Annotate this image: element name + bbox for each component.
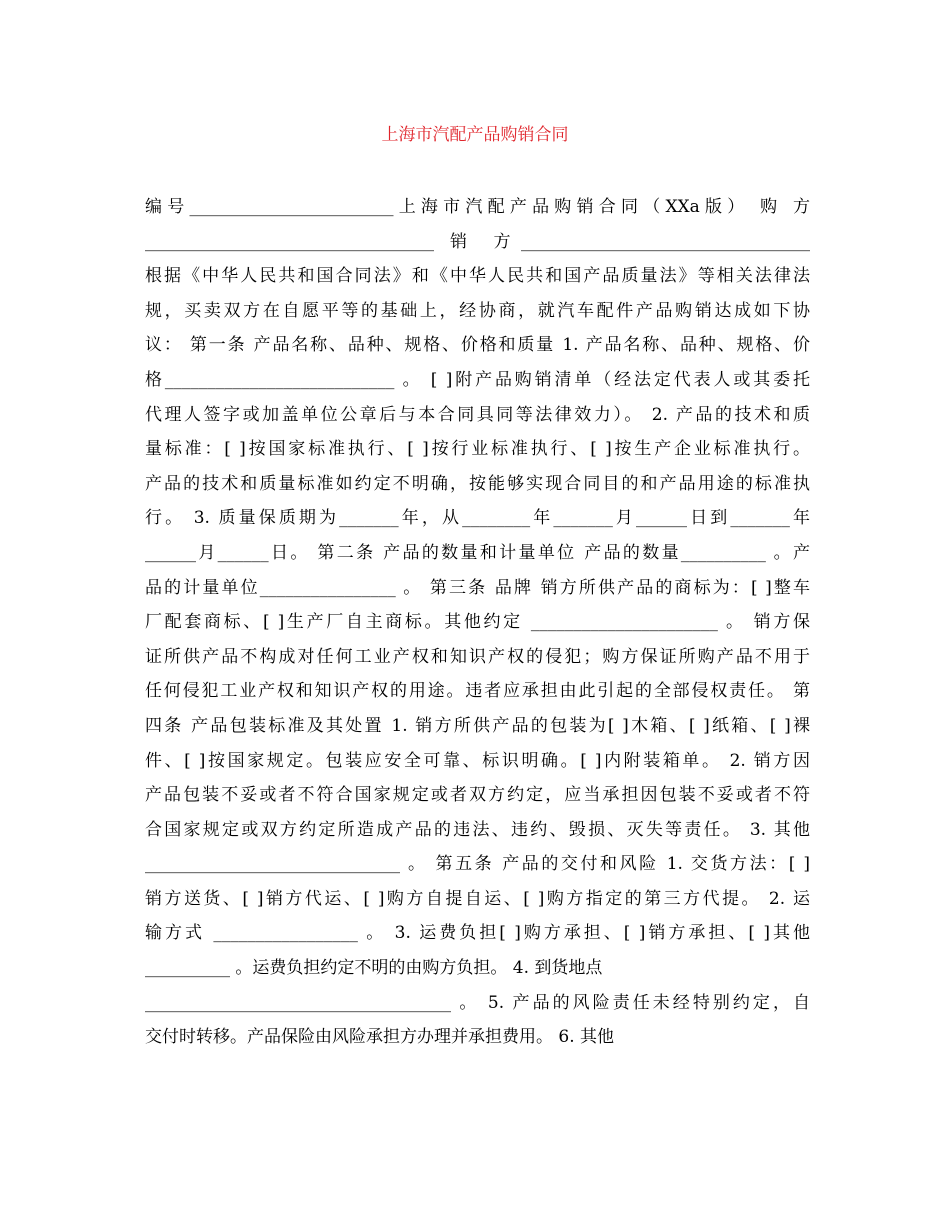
body-line: 合国家规定或双方约定所造成产品的违法、违约、毁损、灭失等责任。 3. 其他 xyxy=(145,819,810,840)
body-line: 输方式 _________________ 。 3. 运费负担[ ]购方承担、[ ]销方承担、[ ]其他 xyxy=(145,923,810,944)
document-title: 上海市汽配产品购销合同 xyxy=(381,125,569,145)
body-line: 品的计量单位________________ 。 第三条 品牌 销方所供产品的商标为：[ ]整车 xyxy=(145,577,810,598)
body-line: 任何侵犯工业产权和知识产权的用途。违者应承担由此引起的全部侵权责任。 第 xyxy=(145,681,810,702)
body-line: 交付时转移。产品保险由风险承担方办理并承担费用。 6. 其他 xyxy=(145,1027,615,1048)
body-line: 件、[ ]按国家规定。包装应安全可靠、标识明确。[ ]内附装箱单。 2. 销方因 xyxy=(145,750,810,771)
body-line: 规，买卖双方在自愿平等的基础上，经协商，就汽车配件产品购销达成如下协 xyxy=(145,300,810,321)
body-line: 产品的技术和质量标准如约定不明确，按能够实现合同目的和产品用途的标准执 xyxy=(145,473,810,494)
body-line: 销方送货、[ ]销方代运、[ ]购方自提自运、[ ]购方指定的第三方代提。 2. 运 xyxy=(145,888,810,909)
body-line: 编号________________________上海市汽配产品购销合同（XXa版） 购 方 xyxy=(145,197,810,217)
body-line: 根据《中华人民共和国合同法》和《中华人民共和国产品质量法》等相关法律法 xyxy=(145,266,810,287)
body-line: 议： 第一条 产品名称、品种、规格、价格和质量 1. 产品名称、品种、规格、价 xyxy=(145,335,810,356)
body-line: 量标准：[ ]按国家标准执行、[ ]按行业标准执行、[ ]按生产企业标准执行。 xyxy=(145,439,810,460)
body-line: ____________________________________ 。 5. 产品的风险责任未经特别约定，自 xyxy=(145,992,810,1013)
body-line: 代理人签字或加盖单位公章后与本合同具同等法律效力）。 2. 产品的技术和质 xyxy=(145,404,810,425)
body-line: 证所供产品不构成对任何工业产权和知识产权的侵犯；购方保证所购产品不用于 xyxy=(145,646,810,667)
body-line: __________________________________ 销 方__________________________________ xyxy=(145,231,810,252)
body-line: __________ 。运费负担约定不明的由购方负担。 4. 到货地点 xyxy=(145,958,603,979)
body-line: 行。 3. 质量保质期为_______年，从________年_______月______日到_______年 xyxy=(145,508,810,529)
body-line: ______________________________ 。 第五条 产品的交付和风险 1. 交货方法：[ ] xyxy=(145,854,810,875)
document-body xyxy=(145,196,810,1061)
body-line: ______月______日。 第二条 产品的数量和计量单位 产品的数量__________ 。产 xyxy=(145,542,810,563)
body-line: 产品包装不妥或者不符合国家规定或者双方约定，应当承担因包装不妥或者不符 xyxy=(145,785,810,806)
body-line: 四条 产品包装标准及其处置 1. 销方所供产品的包装为[ ]木箱、[ ]纸箱、[ ]裸 xyxy=(145,715,810,736)
body-line: 格___________________________ 。 [ ]附产品购销清单（经法定代表人或其委托 xyxy=(145,369,810,390)
body-line: 厂配套商标、[ ]生产厂自主商标。其他约定 ______________________ 。 销方保 xyxy=(145,612,810,633)
